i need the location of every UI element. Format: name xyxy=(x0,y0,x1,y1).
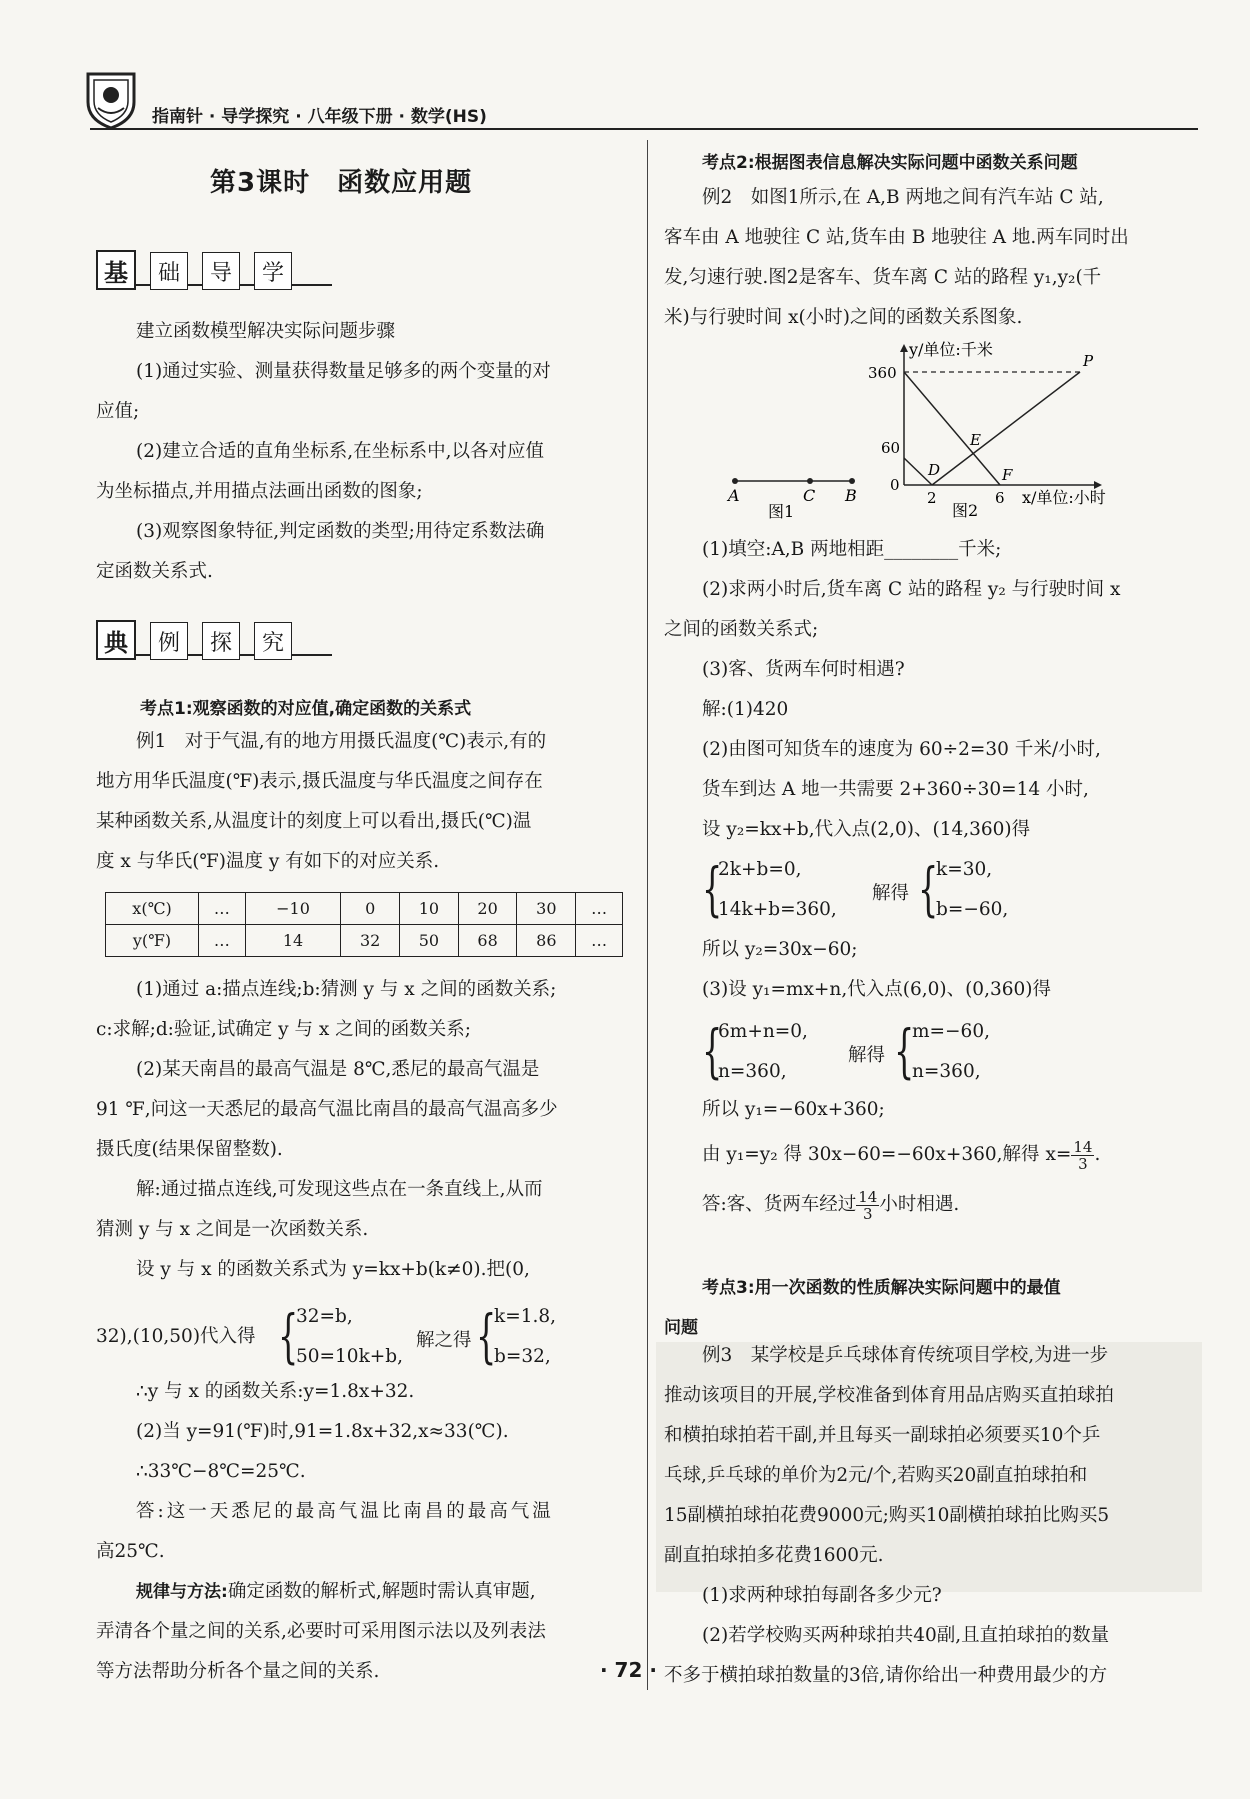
table-row: y(℉) … 14 32 50 68 86 … xyxy=(106,925,623,957)
key-point-1: 考点1:观察函数的对应值,确定函数的关系式 xyxy=(140,699,472,719)
equation-system-2: { 2k+b=0, 14k+b=360, 解得 { k=30, b=−60, xyxy=(702,855,1009,923)
point-d-label: D xyxy=(928,461,941,479)
x-axis-label: x/单位:小时 xyxy=(1022,488,1106,507)
key-point-2: 考点2:根据图表信息解决实际问题中函数关系问题 xyxy=(702,153,1078,173)
point-p-label: P xyxy=(1083,352,1094,370)
x-tick-2: 2 xyxy=(927,489,937,507)
example-1-questions: (1)通过 a:描点连线;b:猜测 y 与 x 之间的函数关系; c:求解;d:验证,试确定 y 与 x 之间的函数关系; (2)某天南昌的最高气温是 8℃,悉尼的最高气温是 91 ℉,问这一天悉尼的最高气温比南昌的最高气温高多少 摄氏度(结果保留整数). xyxy=(96,979,558,1160)
x-tick-6: 6 xyxy=(995,489,1005,507)
table-row: x(℃) … −10 0 10 20 30 … xyxy=(106,893,623,925)
section-basic-guide: 基 础 导 学 xyxy=(96,250,332,290)
point-b-label: B xyxy=(845,486,857,505)
page-number: · 72 · xyxy=(600,1658,657,1682)
header-divider xyxy=(90,128,1198,130)
book-header: 指南针 · 导学探究 · 八年级下册 · 数学(HS) xyxy=(152,107,487,127)
origin-label: 0 xyxy=(890,476,900,494)
example-2-final: 所以 y₁=−60x+360; 由 y₁=y₂ 得 30x−60=−60x+360,解得 x= $\frac{14}{3}$ . 答:客、货两车经过 $\frac{14}{3}$ 小时相遇. xyxy=(702,1099,1101,1223)
key-point-3: 考点3:用一次函数的性质解决实际问题中的最值 问题 xyxy=(664,1278,1061,1338)
section-example-inquiry: 典 例 探 究 xyxy=(96,620,332,660)
example-1-solution: 解:通过描点连线,可发现这些点在一条直线上,从而 猜测 y 与 x 之间是一次函数关系. 设 y 与 x 的函数关系式为 y=kx+b(k≠0).把(0, xyxy=(96,1179,543,1280)
example-1-text: 例1 对于气温,有的地方用摄氏温度(℃)表示,有的 地方用华氏温度(℉)表示,摄氏温度与华氏温度之间存在 某种函数关系,从温度计的刻度上可以看出,摄氏(℃)温 度 x 与华氏(℉)温度 y 有如下的对应关系. xyxy=(96,731,547,872)
equation-system-1: 32),(10,50)代入得 { 32=b, 50=10k+b, 解之得 { k=1.8, b=32, xyxy=(96,1302,557,1370)
step-2: (2)建立合适的直角坐标系,在坐标系中,以各对应值 xyxy=(136,441,544,462)
figure-1 xyxy=(720,465,870,525)
intro-text: 建立函数模型解决实际问题步骤 xyxy=(136,321,396,342)
example-2-questions: (1)填空:A,B 两地相距________千米; (2)求两小时后,货车离 C 站的路程 y₂ 与行驶时间 x 之间的函数关系式; (3)客、货两车何时相遇? 解:(1)420 (2)由图可知货车的速度为 60÷2=30 千米/小时, 货车到达 A 地一共需要 2+360÷30=14 小时, 设 y₂=kx+b,代入点(2,0)、(14,360)得 xyxy=(664,539,1121,840)
figure-2-caption: 图2 xyxy=(952,501,979,520)
step-3: (3)观察图象特征,判定函数的类型;用待定系数法确 xyxy=(136,521,545,542)
temperature-table xyxy=(105,892,623,957)
y-tick-60: 60 xyxy=(881,439,901,457)
y-axis-label: y/单位:千米 xyxy=(909,340,993,359)
figure-2 xyxy=(868,340,1130,530)
book-logo xyxy=(82,68,140,130)
y-tick-360: 360 xyxy=(868,364,897,382)
lesson-title: 第3课时 函数应用题 xyxy=(210,168,473,198)
example-2-text: 例2 如图1所示,在 A,B 两地之间有汽车站 C 站, 客车由 A 地驶往 C 站,货车由 B 地驶往 A 地.两车同时出 发,匀速行驶.图2是客车、货车离 C 站的路程 y₁,y₂(千 米)与行驶时间 x(小时)之间的函数关系图象. xyxy=(664,187,1129,328)
point-f-label: F xyxy=(1002,466,1013,484)
point-a-label: A xyxy=(728,486,740,505)
point-c-label: C xyxy=(803,486,816,505)
point-e-label: E xyxy=(970,431,981,449)
figure-1-caption: 图1 xyxy=(768,502,795,521)
step-1: (1)通过实验、测量获得数量足够多的两个变量的对 xyxy=(136,361,551,382)
example-3-text: 例3 某学校是乒乓球体育传统项目学校,为进一步 推动该项目的开展,学校准备到体育用品店购买直拍球拍 和横拍球拍若干副,并且每买一副球拍必须要买10个乒 乓球,乒乓球的单价为2元/个,若购买20副直拍球拍和 15副横拍球拍花费9000元;购买10副横拍球拍比购买5 副直拍球拍多花费1600元. (1)求两种球拍每副各多少元? (2)若学校购买两种球拍共40副,且直拍球拍的数量 不多于横拍球拍数量的3倍,请你给出一种费用最少的方 xyxy=(664,1345,1114,1686)
example-1-solution-cont: ∴y 与 x 的函数关系:y=1.8x+32. (2)当 y=91(℉)时,91=1.8x+32,x≈33(℃). ∴33℃−8℃=25℃. 答:这一天悉尼的最高气温比南昌的最高气温 高25℃. xyxy=(96,1381,554,1562)
column-divider xyxy=(647,140,648,1690)
example-2-solution-cont: 所以 y₂=30x−60; (3)设 y₁=mx+n,代入点(6,0)、(0,360)得 xyxy=(702,939,1051,1000)
equation-system-3: { 6m+n=0, n=360, 解得 { m=−60, n=360, xyxy=(702,1017,990,1085)
rule-and-method: 规律与方法:确定函数的解析式,解题时需认真审题, 弄清各个量之间的关系,必要时可采用图示法以及列表法 等方法帮助分析各个量之间的关系. xyxy=(96,1581,546,1682)
